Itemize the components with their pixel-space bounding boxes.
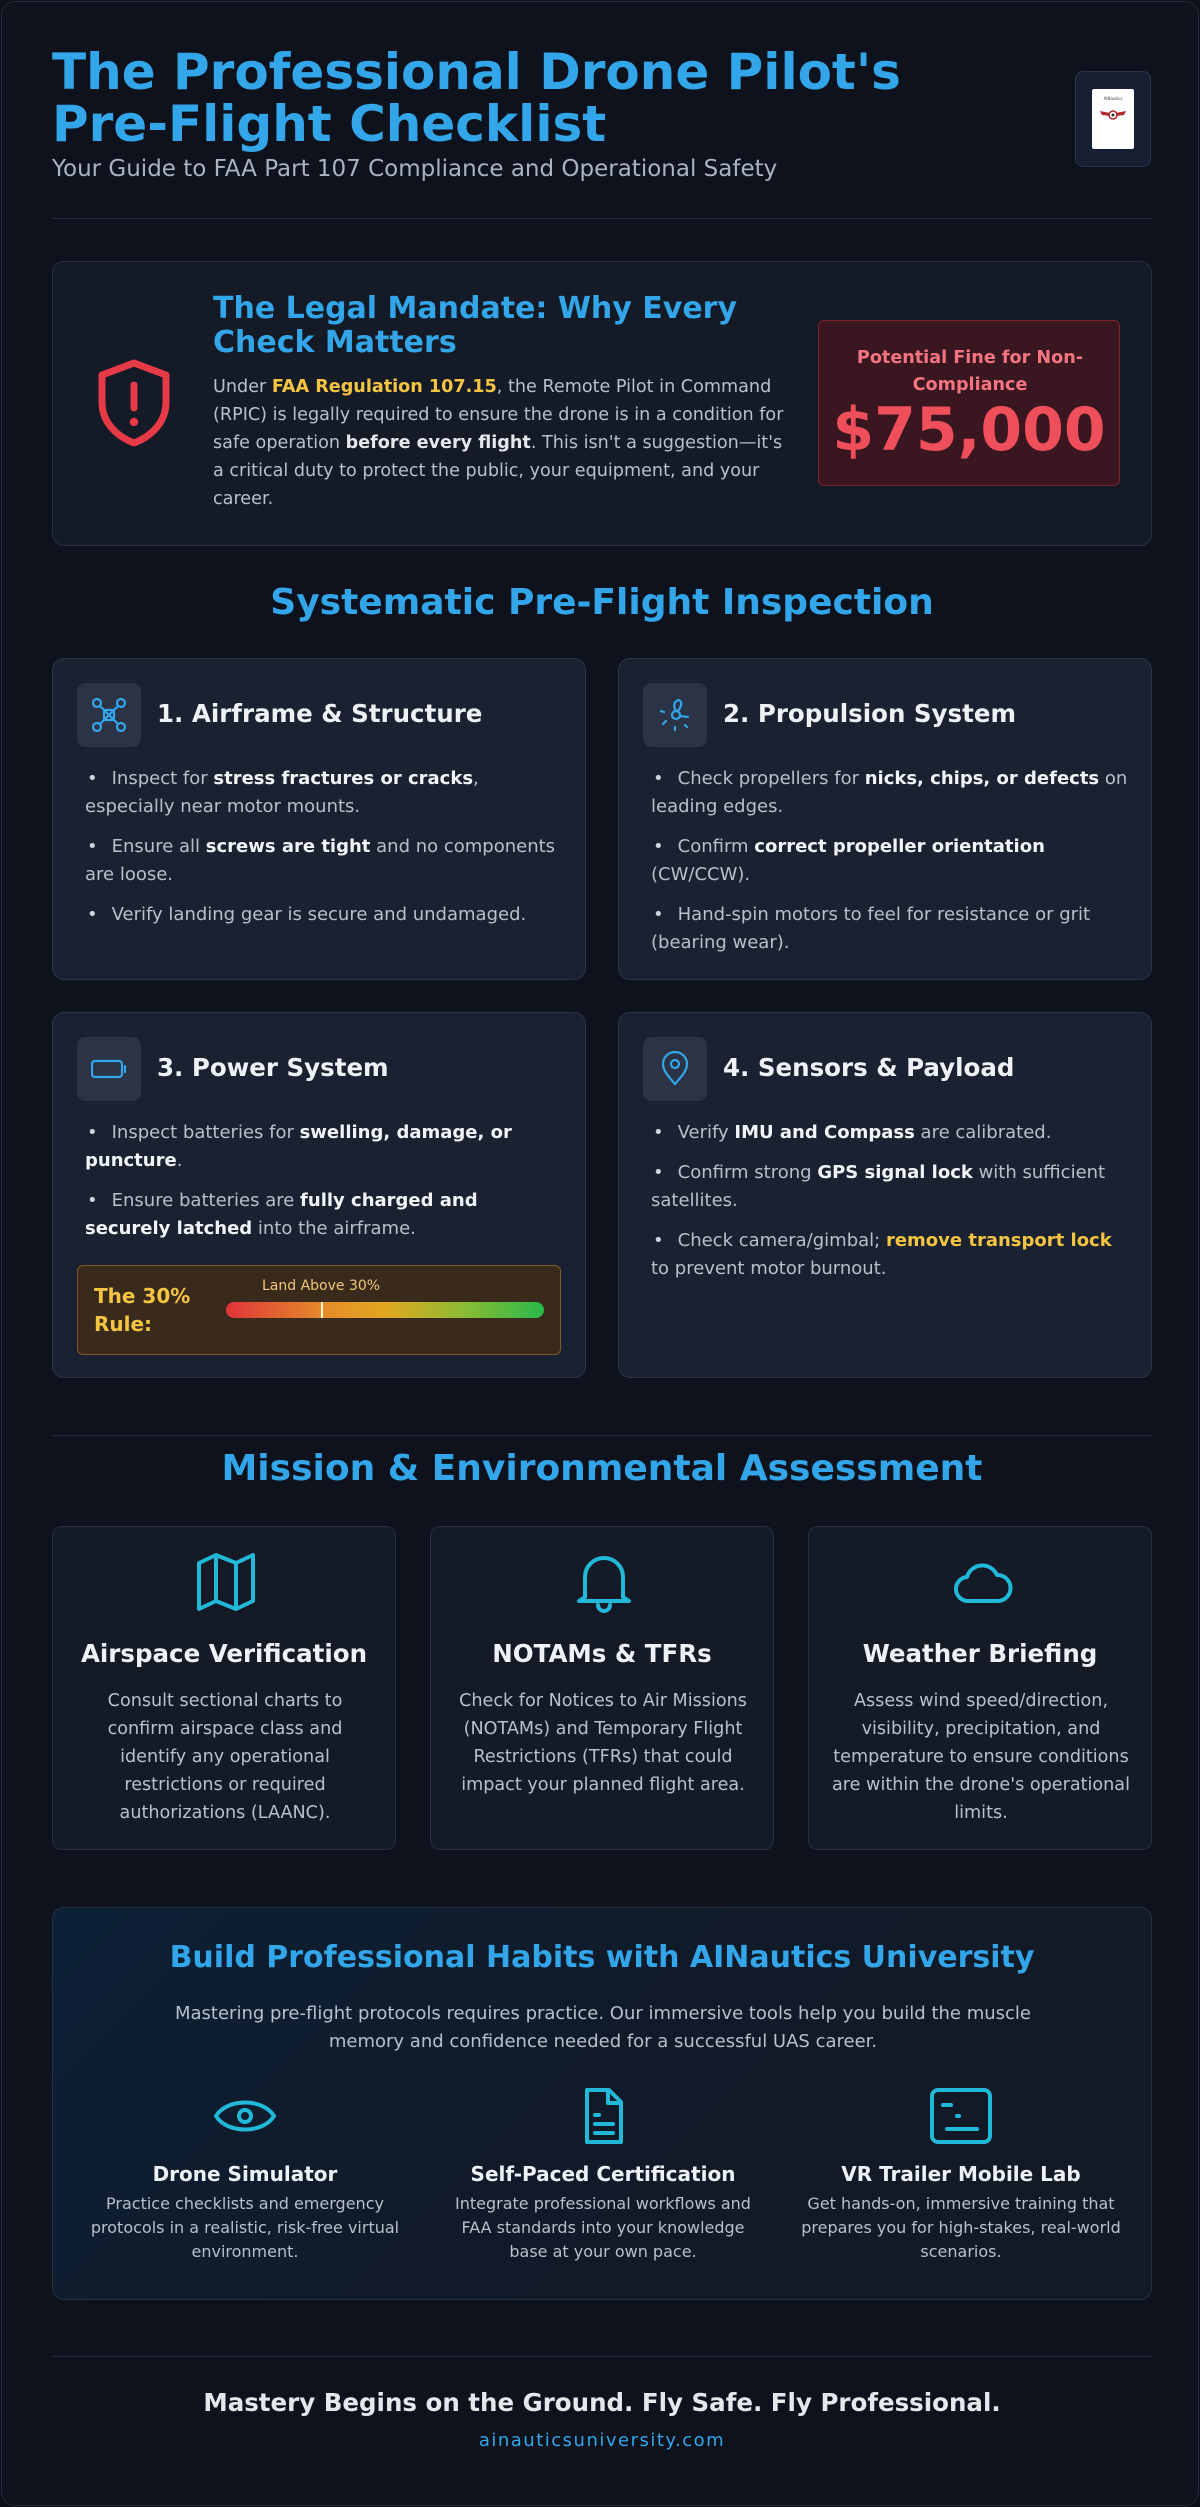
footer-tagline: Mastery Begins on the Ground. Fly Safe. Fly Professional. xyxy=(203,2388,1001,2417)
habits-section xyxy=(52,1907,1152,2300)
divider xyxy=(52,2356,1152,2357)
feature-self-paced-certification[interactable] xyxy=(433,2088,773,2264)
feature-text: Integrate professional workflows and FAA standards into your knowledge base at your own pace. xyxy=(455,2194,751,2261)
icon-tile xyxy=(77,683,141,747)
divider xyxy=(52,218,1152,219)
legal-title: The Legal Mandate: Why Every Check Matters xyxy=(213,291,738,360)
legal-mandate-card xyxy=(52,261,1152,546)
checklist xyxy=(651,1119,1131,1295)
document-icon xyxy=(571,2088,635,2144)
page-title: The Professional Drone Pilot's Pre-Flight Checklist xyxy=(52,43,901,153)
threshold-marker xyxy=(321,1302,323,1318)
list-item: • Confirm strong GPS signal lock with sufficient satellites. xyxy=(651,1159,1131,1215)
fine-value: $75,000 xyxy=(832,395,1106,465)
icon-tile xyxy=(643,683,707,747)
checklist xyxy=(85,765,565,941)
battery-gauge xyxy=(226,1302,544,1318)
list-item: • Inspect for stress fractures or cracks, especially near motor mounts. xyxy=(85,765,565,821)
card-title: 1. Airframe & Structure xyxy=(157,699,483,728)
list-item: • Check propellers for nicks, chips, or defects on leading edges. xyxy=(651,765,1131,821)
checklist xyxy=(85,1119,565,1255)
map-icon xyxy=(195,1551,257,1613)
card-title: 4. Sensors & Payload xyxy=(723,1053,1015,1082)
icon-tile xyxy=(643,1037,707,1101)
list-item: • Ensure batteries are fully charged and securely latched into the airframe. xyxy=(85,1187,565,1243)
shield-alert-icon xyxy=(93,358,175,448)
rule-label: The 30% Rule: xyxy=(94,1284,191,1336)
battery-rule-callout xyxy=(77,1265,561,1355)
mission-card-airspace xyxy=(52,1526,396,1850)
habits-title: Build Professional Habits with AINautics University xyxy=(169,1940,1035,1975)
propeller-icon xyxy=(657,697,693,733)
map-pin-icon xyxy=(657,1051,693,1087)
mission-card-title: Weather Briefing xyxy=(862,1639,1098,1668)
eye-icon xyxy=(213,2088,277,2144)
inspection-section-title: Systematic Pre-Flight Inspection xyxy=(270,582,934,623)
feature-title: Drone Simulator xyxy=(152,2162,338,2186)
card-title: 3. Power System xyxy=(157,1053,389,1082)
feature-title: VR Trailer Mobile Lab xyxy=(841,2162,1081,2186)
fine-callout xyxy=(818,320,1120,486)
feature-drone-simulator[interactable] xyxy=(75,2088,415,2264)
list-item: • Verify landing gear is secure and undamaged. xyxy=(85,901,565,929)
wings-icon xyxy=(1099,107,1127,123)
logo[interactable] xyxy=(1075,71,1151,167)
drone-icon xyxy=(91,697,127,733)
legal-emphasis: before every flight xyxy=(345,433,531,453)
feature-title: Self-Paced Certification xyxy=(470,2162,736,2186)
mission-card-notams xyxy=(430,1526,774,1850)
list-item: • Check camera/gimbal; remove transport lock to prevent motor burnout. xyxy=(651,1227,1131,1283)
list-item: • Hand-spin motors to feel for resistance or grit (bearing wear). xyxy=(651,901,1131,957)
page-subtitle: Your Guide to FAA Part 107 Compliance and Operational Safety xyxy=(52,156,778,182)
list-item: • Ensure all screws are tight and no components are loose. xyxy=(85,833,565,889)
checklist xyxy=(651,765,1131,969)
mission-card-text: Consult sectional charts to confirm airspace class and identify any operational restrictions or required authorizations (LAANC). xyxy=(107,1691,343,1823)
divider xyxy=(52,1435,1152,1436)
fine-label: Potential Fine for Non-Compliance xyxy=(856,348,1084,395)
infographic-page xyxy=(1,1,1199,2506)
inspection-card-power xyxy=(52,1012,586,1378)
cloud-icon xyxy=(951,1551,1013,1613)
terminal-icon xyxy=(929,2088,993,2144)
battery-icon xyxy=(91,1051,127,1087)
regulation-highlight: FAA Regulation 107.15 xyxy=(271,377,497,397)
feature-vr-trailer-mobile-lab[interactable] xyxy=(791,2088,1131,2264)
icon-tile xyxy=(77,1037,141,1101)
bell-icon xyxy=(573,1551,635,1613)
logo-image xyxy=(1092,89,1134,149)
mission-card-text: Assess wind speed/direction, visibility, precipitation, and temperature to ensure conditions are within the drone's operational limits. xyxy=(832,1691,1130,1823)
mission-section-title: Mission & Environmental Assessment xyxy=(221,1448,983,1489)
mission-card-title: Airspace Verification xyxy=(80,1639,368,1668)
card-title: 2. Propulsion System xyxy=(723,699,1016,728)
website-link[interactable]: ainauticsuniversity.com xyxy=(478,2430,726,2451)
feature-text: Practice checklists and emergency protocols in a realistic, risk-free virtual environment. xyxy=(90,2194,400,2261)
mission-card-title: NOTAMs & TFRs xyxy=(492,1639,712,1668)
habits-text: Mastering pre-flight protocols requires practice. Our immersive tools help you build the muscle memory and confidence needed for a successful UAS career. xyxy=(174,2003,1032,2052)
rule-bar-label: Land Above 30% xyxy=(262,1278,381,1294)
logo-wordmark: AINautics xyxy=(1103,96,1123,101)
list-item: • Confirm correct propeller orientation (CW/CCW). xyxy=(651,833,1131,889)
list-item: • Inspect batteries for swelling, damage, or puncture. xyxy=(85,1119,565,1175)
list-item: • Verify IMU and Compass are calibrated. xyxy=(651,1119,1131,1147)
feature-text: Get hands-on, immersive training that prepares you for high-stakes, real-world scenarios. xyxy=(801,2194,1121,2261)
inspection-card-sensors xyxy=(618,1012,1152,1378)
inspection-card-propulsion xyxy=(618,658,1152,980)
mission-card-text: Check for Notices to Air Missions (NOTAMs) and Temporary Flight Restrictions (TFRs) that could impact your planned flight area. xyxy=(459,1691,747,1795)
legal-text: Under FAA Regulation 107.15, the Remote Pilot in Command (RPIC) is legally required to ensure the drone is in a condition for safe operation before every flight. This isn't a suggestion—it's a critical duty to protect the public, your equipment, and your career. xyxy=(213,377,784,509)
inspection-card-airframe xyxy=(52,658,586,980)
mission-card-weather xyxy=(808,1526,1152,1850)
